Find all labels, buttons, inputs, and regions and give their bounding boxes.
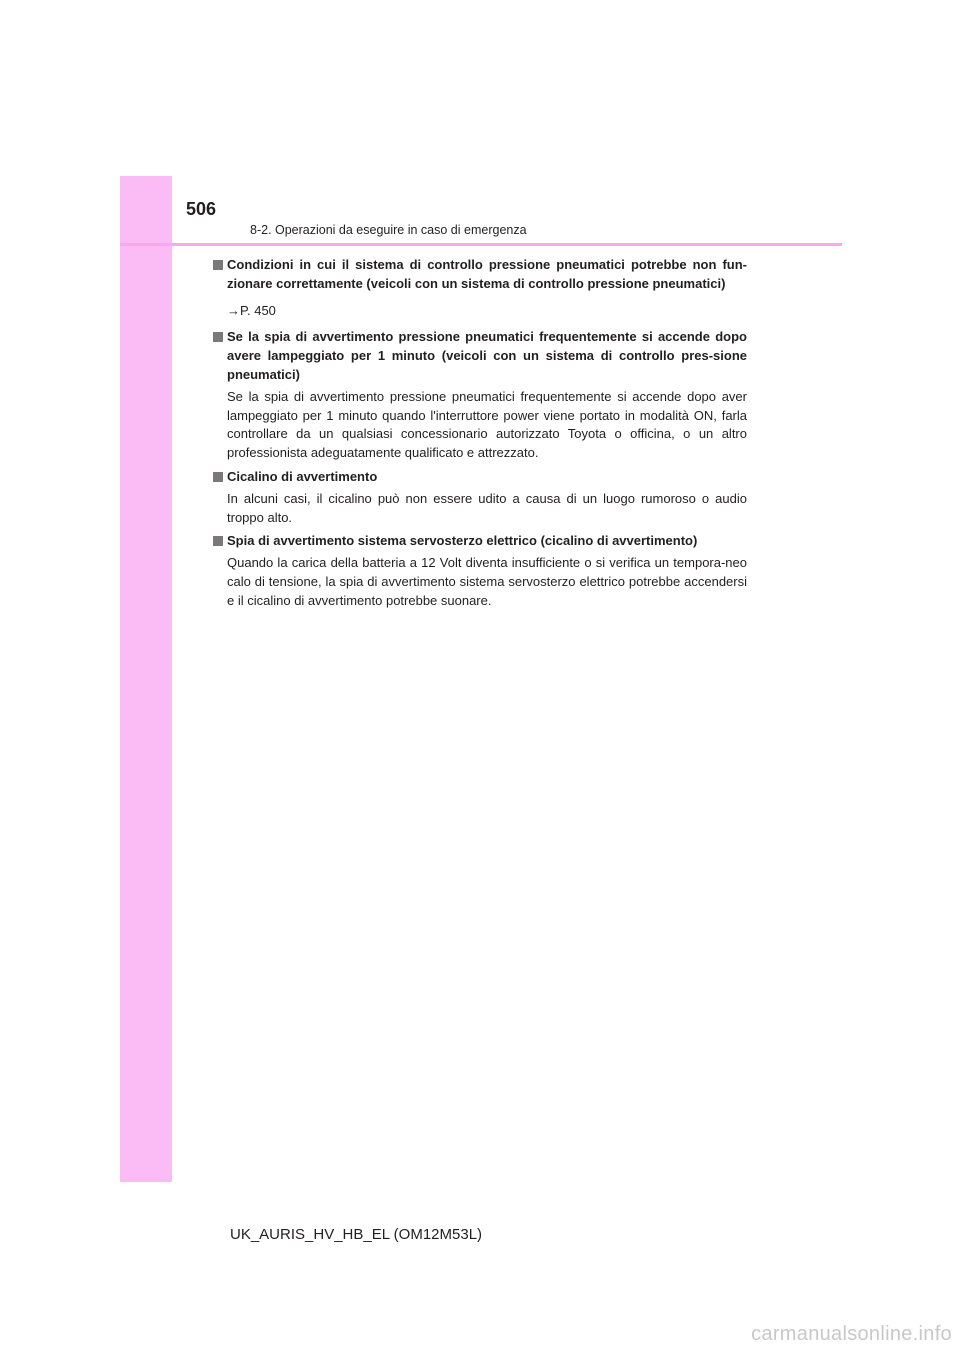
chapter-side-band xyxy=(120,176,172,1182)
header-rule xyxy=(120,243,842,246)
square-bullet-icon xyxy=(213,332,223,342)
section-title: 8-2. Operazioni da eseguire in caso di emergenza xyxy=(250,223,527,237)
page-reference: →P. 450 xyxy=(227,302,276,318)
item-heading xyxy=(213,468,747,487)
item-title: Condizioni in cui il sistema di controllo pressione pneumatici potrebbe non fun-zionare correttamente (veicoli con un sistema di controllo pressione pneumatici) xyxy=(227,257,747,291)
item-title: Cicalino di avvertimento xyxy=(227,468,378,484)
item-heading xyxy=(213,532,747,551)
list-item xyxy=(213,256,747,320)
page-number: 506 xyxy=(186,199,217,219)
site-watermark: carmanualsonline.info xyxy=(751,1323,952,1345)
list-item xyxy=(213,328,747,463)
item-body: In alcuni casi, il cicalino può non essere udito a causa di un luogo rumoroso o audio troppo alto. xyxy=(227,490,747,525)
page-content xyxy=(213,256,747,616)
square-bullet-icon xyxy=(213,536,223,546)
list-item xyxy=(213,532,747,610)
item-body: Se la spia di avvertimento pressione pneumatici frequentemente si accende dopo aver lampeggiato per 1 minuto quando l'interruttore power viene portato in modalità ON, farla controllare da un qualsiasi concessionario autorizzato Toyota o officina, o un altro professionista adeguatamente qualificato e attrezzato. xyxy=(227,388,747,461)
item-heading xyxy=(213,256,747,294)
square-bullet-icon xyxy=(213,472,223,482)
item-title: Spia di avvertimento sistema servosterzo elettrico (cicalino di avvertimento) xyxy=(227,533,698,549)
list-item xyxy=(213,468,747,527)
item-title: Se la spia di avvertimento pressione pneumatici frequentemente si accende dopo avere lampeggiato per 1 minuto (veicoli con un sistema di controllo pres-sione pneumatici) xyxy=(227,329,747,382)
item-heading xyxy=(213,328,747,384)
square-bullet-icon xyxy=(213,260,223,270)
manual-code: UK_AURIS_HV_HB_EL (OM12M53L) xyxy=(230,1226,483,1243)
item-body: Quando la carica della batteria a 12 Volt diventa insufficiente o si verifica un tempora-neo calo di tensione, la spia di avvertimento sistema servosterzo elettrico potrebbe accendersi e il cicalino di avvertimento potrebbe suonare. xyxy=(227,555,747,608)
